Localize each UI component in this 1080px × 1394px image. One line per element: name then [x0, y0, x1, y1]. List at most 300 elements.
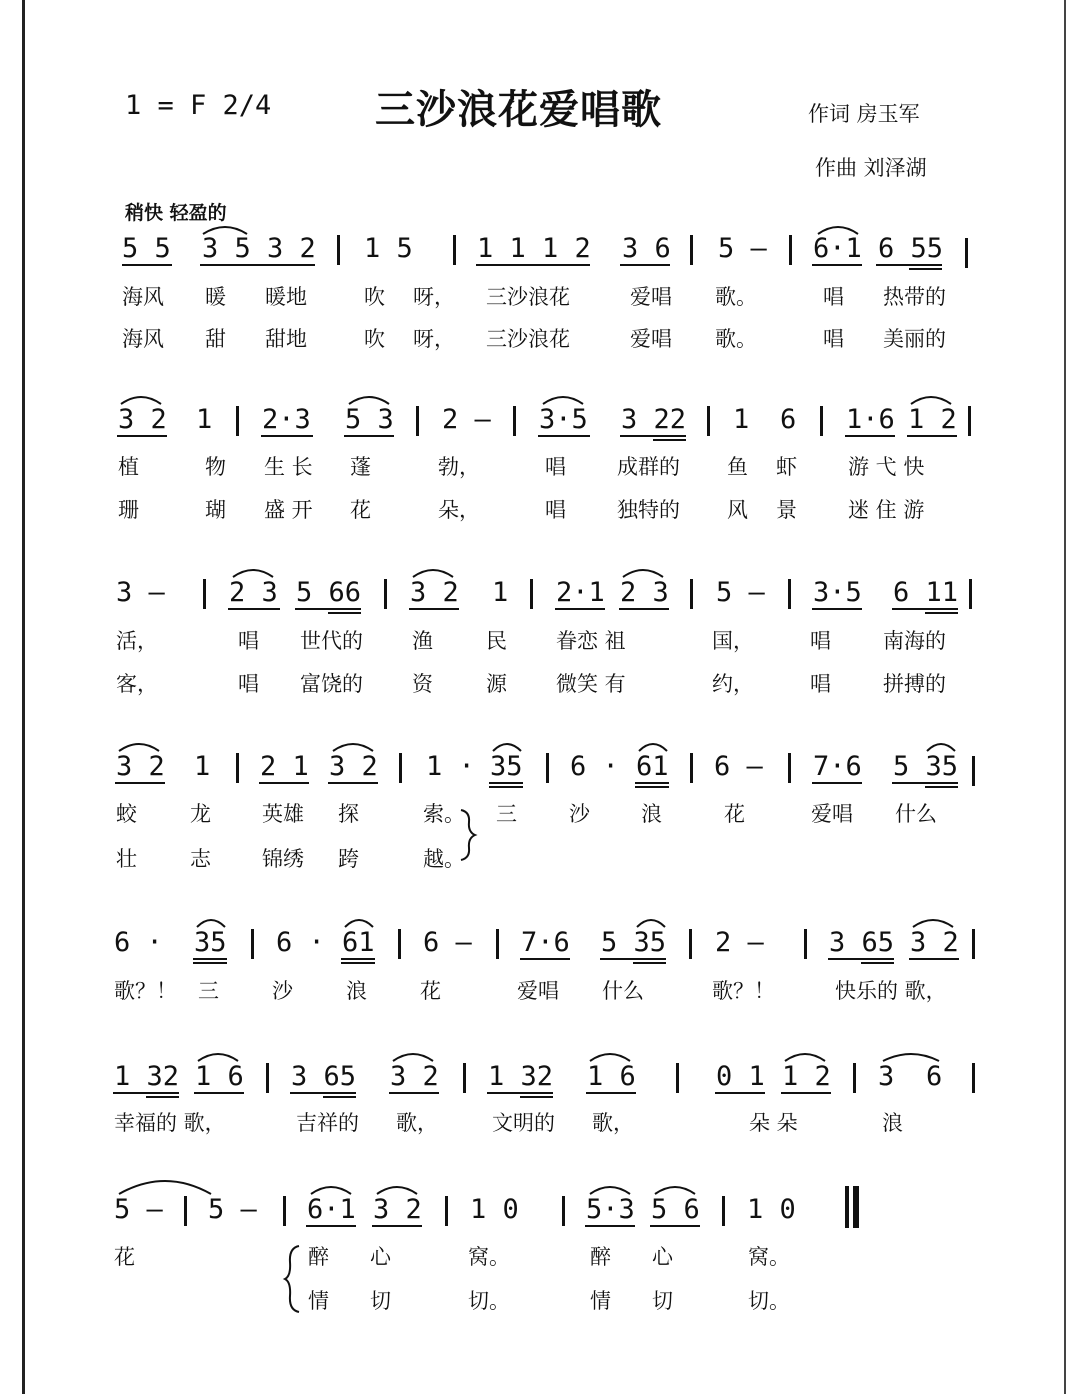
bar-line — [283, 1196, 286, 1226]
lyricist-credit: 作词 房玉军 — [808, 102, 920, 126]
lyric: 歌。 — [715, 327, 757, 351]
note-group: 6·1 — [813, 233, 862, 264]
lyric: 醉 — [590, 1245, 611, 1269]
bar-line — [399, 753, 402, 783]
lyric: 虾 — [776, 455, 797, 479]
lyric: 花 — [420, 979, 441, 1003]
tie-slur — [374, 1182, 420, 1196]
lyric: 爱唱 — [630, 327, 672, 351]
underline — [620, 435, 686, 437]
note-group: 5 – — [114, 1194, 163, 1225]
bar-line — [707, 406, 710, 436]
lyric: 歌。 — [715, 285, 757, 309]
lyric: 鱼 — [727, 455, 748, 479]
lyric: 索。 — [423, 802, 465, 826]
lyric: 歌？！ — [114, 979, 177, 1003]
note-group: 5 35 — [893, 751, 959, 782]
lyric: 物 — [205, 455, 226, 479]
lyric: 朵 朵 — [749, 1111, 798, 1135]
note-group: 7·6 — [521, 927, 570, 958]
note-group: 2 3 — [620, 577, 669, 608]
bar-line — [969, 579, 972, 609]
lyric: 微笑 有 — [556, 672, 626, 696]
underline — [892, 782, 958, 784]
lyric: 歌？！ — [712, 979, 775, 1003]
tie-slur — [540, 392, 586, 406]
lyric: 唱 — [238, 629, 259, 653]
lyric: 活， — [116, 629, 158, 653]
lyric: 跨 — [338, 847, 359, 871]
lyric: 爱唱 — [630, 285, 672, 309]
tie-slur — [116, 1174, 214, 1196]
tie-slur — [910, 915, 956, 929]
underline — [328, 612, 361, 614]
note-group: 1 — [492, 577, 509, 608]
lyric: 甜 — [205, 327, 226, 351]
lyric: 唱 — [823, 327, 844, 351]
note-group: 2 3 — [229, 577, 278, 608]
lyric: 吹 — [364, 285, 385, 309]
lyric: 独特的 — [617, 498, 680, 522]
lyric: 窝。 — [468, 1245, 510, 1269]
lyric: 眷恋 祖 — [556, 629, 626, 653]
tie-slur — [390, 1049, 436, 1063]
bar-line — [804, 929, 807, 959]
note-group: 1 — [733, 404, 750, 435]
note-group: 5 – — [716, 577, 765, 608]
note-group: 61 — [342, 927, 375, 958]
lyric: 瑚 — [205, 498, 226, 522]
page-edge-right — [1064, 0, 1066, 1394]
note-group: 1 1 1 2 — [477, 233, 591, 264]
note-group: 1 · — [426, 751, 475, 782]
underline — [306, 1225, 356, 1227]
lyric: 什么 — [895, 802, 937, 826]
lyric: 热带的 — [883, 285, 946, 309]
underline — [520, 958, 570, 960]
tie-slur — [636, 739, 670, 753]
tie-slur — [330, 739, 376, 753]
lyric: 切。 — [468, 1289, 510, 1313]
bar-line — [384, 579, 387, 609]
bar-line — [266, 1063, 269, 1093]
note-group: 1 6 — [587, 1061, 636, 1092]
lyric: 朵， — [438, 498, 480, 522]
lyric: 景 — [776, 498, 797, 522]
lyric: 窝。 — [748, 1245, 790, 1269]
underline — [389, 1092, 439, 1094]
note-group: 5 – — [208, 1194, 257, 1225]
note-group: 61 — [636, 751, 669, 782]
underline — [925, 612, 958, 614]
underline — [323, 1096, 356, 1098]
underline — [600, 958, 666, 960]
note-group: 3·5 — [813, 577, 862, 608]
tie-slur — [346, 392, 392, 406]
note-group: 3 – — [116, 577, 165, 608]
composer-credit: 作曲 刘泽湖 — [815, 156, 927, 180]
note-group: 2·1 — [556, 577, 605, 608]
note-group: 1 6 — [195, 1061, 244, 1092]
tie-slur — [230, 565, 276, 579]
lyric: 海风 — [122, 327, 164, 351]
underline — [812, 608, 862, 610]
note-group: 35 — [194, 927, 227, 958]
underline — [876, 264, 942, 266]
bar-line — [820, 406, 823, 436]
bar-line — [789, 235, 792, 265]
bar-line — [562, 1196, 565, 1226]
note-group: 3 2 — [116, 751, 165, 782]
bar-line — [972, 756, 975, 786]
bar-line — [690, 235, 693, 265]
lyric: 成群的 — [617, 455, 680, 479]
note-group: 5 66 — [296, 577, 362, 608]
note-group: 5 6 — [651, 1194, 700, 1225]
underline — [635, 782, 669, 784]
note-group: 2·3 — [262, 404, 311, 435]
lyric: 国， — [712, 629, 754, 653]
lyric: 呀， — [413, 285, 455, 309]
note-group: 5 5 — [122, 233, 171, 264]
lyric: 心 — [370, 1245, 391, 1269]
lyric: 拼搏的 — [883, 672, 946, 696]
note-group: 1 32 — [488, 1061, 554, 1092]
lyric: 志 — [190, 847, 211, 871]
tie-slur — [410, 565, 456, 579]
note-group: 1 0 — [747, 1194, 796, 1225]
note-group: 3 65 — [829, 927, 895, 958]
lyric: 吉祥的 — [296, 1111, 359, 1135]
lyric: 海风 — [122, 285, 164, 309]
underline — [261, 435, 313, 437]
page-edge-left — [22, 0, 25, 1394]
note-group: 3 2 — [118, 404, 167, 435]
note-group: 6 — [780, 404, 797, 435]
underline — [715, 1092, 765, 1094]
underline — [909, 268, 942, 270]
note-group: 3 2 — [373, 1194, 422, 1225]
note-group: 3 2 — [390, 1061, 439, 1092]
tie-slur — [880, 1049, 942, 1063]
lyric: 暖地 — [265, 285, 307, 309]
lyric: 暖 — [205, 285, 226, 309]
lyric: 花 — [724, 802, 745, 826]
lyric: 源 — [486, 672, 507, 696]
lyric: 锦绣 — [262, 847, 304, 871]
underline — [259, 782, 309, 784]
bar-line — [453, 235, 456, 265]
tie-slur — [782, 1049, 828, 1063]
bar-line — [676, 1063, 679, 1093]
note-group: 0 1 — [716, 1061, 765, 1092]
bar-line — [530, 579, 533, 609]
lyric: 探 — [338, 802, 359, 826]
note-group: 3 22 — [621, 404, 687, 435]
note-group: 6 — [926, 1061, 943, 1092]
lyric: 美丽的 — [883, 327, 946, 351]
lyric: 壮 — [116, 847, 137, 871]
bar-line — [337, 235, 340, 265]
lyric: 唱 — [823, 285, 844, 309]
bar-line — [184, 1196, 187, 1226]
note-group: 6 11 — [893, 577, 959, 608]
note-group: 3 — [878, 1061, 895, 1092]
note-group: 2 1 — [260, 751, 309, 782]
page-title: 三沙浪花爱唱歌 — [375, 87, 662, 133]
lyric: 三 — [198, 979, 219, 1003]
tie-slur — [200, 222, 250, 236]
verse-brace — [284, 1244, 302, 1314]
lyric: 客， — [116, 672, 158, 696]
bar-line — [546, 753, 549, 783]
tie-slur — [490, 739, 524, 753]
underline — [653, 439, 686, 441]
underline — [812, 782, 862, 784]
underline — [194, 1092, 244, 1094]
lyric: 歌， — [592, 1111, 634, 1135]
lyric: 爱唱 — [811, 802, 853, 826]
underline — [586, 1092, 636, 1094]
note-group: 6 · — [570, 751, 619, 782]
underline — [635, 786, 669, 788]
lyric: 龙 — [190, 802, 211, 826]
lyric: 浪 — [641, 802, 662, 826]
lyric: 浪 — [346, 979, 367, 1003]
lyric: 蛟 — [116, 802, 137, 826]
underline — [650, 1225, 700, 1227]
underline — [200, 264, 315, 266]
lyric: 切 — [652, 1289, 673, 1313]
bar-line — [972, 929, 975, 959]
lyric: 吹 — [364, 327, 385, 351]
underline — [845, 435, 895, 437]
bar-line — [251, 929, 254, 959]
note-group: 1·6 — [846, 404, 895, 435]
bar-line — [513, 406, 516, 436]
underline — [341, 958, 375, 960]
underline — [115, 782, 165, 784]
note-group: 3 2 — [410, 577, 459, 608]
lyric: 唱 — [238, 672, 259, 696]
note-group: 6 · — [114, 927, 163, 958]
bar-line — [965, 238, 968, 268]
lyric: 三沙浪花 — [486, 327, 570, 351]
note-group: 1 2 — [782, 1061, 831, 1092]
lyric: 切。 — [748, 1289, 790, 1313]
underline — [781, 1092, 831, 1094]
lyric: 唱 — [545, 498, 566, 522]
bar-line — [416, 406, 419, 436]
underline — [812, 264, 862, 266]
note-group: 1 0 — [470, 1194, 519, 1225]
lyric: 爱唱 — [517, 979, 559, 1003]
note-group: 1 5 — [364, 233, 413, 264]
bar-line — [690, 753, 693, 783]
bar-line — [722, 1196, 725, 1226]
bar-line — [788, 579, 791, 609]
tie-slur — [620, 565, 666, 579]
bar-line — [236, 753, 239, 783]
bar-line — [972, 1063, 975, 1093]
lyric: 歌， — [396, 1111, 438, 1135]
lyric: 民 — [486, 629, 507, 653]
note-group: 5 3 — [345, 404, 394, 435]
note-group: 1 2 — [908, 404, 957, 435]
lyric: 沙 — [272, 979, 293, 1003]
note-group: 6 · — [276, 927, 325, 958]
note-group: 2 – — [715, 927, 764, 958]
lyric: 花 — [350, 498, 371, 522]
bar-line — [445, 1196, 448, 1226]
tie-slur — [908, 392, 954, 406]
lyric: 沙 — [569, 802, 590, 826]
underline — [409, 608, 459, 610]
lyric: 迷 住 游 — [848, 498, 925, 522]
verse-join-brace — [458, 808, 478, 862]
underline — [633, 962, 666, 964]
lyric: 蓬 — [350, 455, 371, 479]
underline — [328, 782, 378, 784]
underline — [555, 608, 605, 610]
note-group: 3 5 3 2 — [202, 233, 316, 264]
note-group: 6 – — [714, 751, 763, 782]
underline — [193, 962, 227, 964]
tie-slur — [587, 1049, 633, 1063]
lyric: 心 — [652, 1245, 673, 1269]
note-group: 6·1 — [307, 1194, 356, 1225]
lyric: 生 长 — [264, 455, 313, 479]
lyric: 什么 — [602, 979, 644, 1003]
lyric: 文明的 — [492, 1111, 555, 1135]
tie-slur — [652, 1182, 698, 1196]
underline — [925, 786, 958, 788]
underline — [372, 1225, 422, 1227]
bar-line — [788, 753, 791, 783]
lyric: 世代的 — [300, 629, 363, 653]
note-group: 3 2 — [329, 751, 378, 782]
tie-slur — [587, 1182, 633, 1196]
lyric: 英雄 — [262, 802, 304, 826]
lyric: 唱 — [545, 455, 566, 479]
underline — [489, 786, 523, 788]
lyric: 唱 — [810, 672, 831, 696]
tempo-marking: 稍快 轻盈的 — [125, 202, 227, 224]
underline — [620, 264, 670, 266]
tie-slur — [924, 739, 958, 753]
underline — [344, 435, 394, 437]
lyric: 甜地 — [265, 327, 307, 351]
underline — [193, 958, 227, 960]
bar-line — [853, 1063, 856, 1093]
lyric: 勃， — [438, 455, 480, 479]
lyric: 唱 — [810, 629, 831, 653]
note-group: 3 65 — [291, 1061, 357, 1092]
bar-line — [968, 406, 971, 436]
lyric: 三沙浪花 — [486, 285, 570, 309]
tie-slur — [815, 222, 861, 236]
lyric: 珊 — [118, 498, 139, 522]
note-group: 6 – — [423, 927, 472, 958]
bar-line — [689, 929, 692, 959]
bar-line — [463, 1063, 466, 1093]
tie-slur — [195, 1049, 241, 1063]
lyric: 醉 — [308, 1245, 329, 1269]
lyric: 风 — [727, 498, 748, 522]
bar-line — [496, 929, 499, 959]
underline — [585, 1225, 635, 1227]
key-signature: 1 = F 2/4 — [125, 90, 272, 121]
note-group: 5 35 — [601, 927, 667, 958]
lyric: 盛 开 — [264, 498, 313, 522]
lyric: 富饶的 — [300, 672, 363, 696]
lyric: 切 — [370, 1289, 391, 1313]
lyric: 越。 — [423, 847, 465, 871]
tie-slur — [308, 1182, 354, 1196]
bar-line — [690, 579, 693, 609]
lyric: 情 — [590, 1289, 611, 1313]
note-group: 5·3 — [586, 1194, 635, 1225]
final-barline — [853, 1186, 859, 1228]
note-group: 1 — [194, 751, 211, 782]
underline — [520, 1096, 553, 1098]
lyric: 浪 — [882, 1111, 903, 1135]
underline — [113, 1092, 179, 1094]
underline — [341, 962, 375, 964]
underline — [828, 958, 894, 960]
underline — [892, 608, 958, 610]
note-group: 3 6 — [622, 233, 671, 264]
lyric: 资 — [412, 672, 433, 696]
underline — [295, 608, 361, 610]
note-group: 35 — [490, 751, 523, 782]
tie-slur — [116, 739, 162, 753]
lyric: 情 — [308, 1289, 329, 1313]
underline — [290, 1092, 356, 1094]
underline — [476, 264, 590, 266]
underline — [146, 1096, 179, 1098]
lyric: 三 — [496, 802, 517, 826]
underline — [909, 958, 959, 960]
note-group: 1 32 — [114, 1061, 180, 1092]
underline — [861, 962, 894, 964]
underline — [122, 264, 172, 266]
tie-slur — [118, 392, 164, 406]
bar-line — [236, 406, 239, 436]
underline — [538, 435, 590, 437]
underline — [487, 1092, 553, 1094]
underline — [489, 782, 523, 784]
lyric: 花 — [114, 1245, 135, 1269]
lyric: 幸福的 歌， — [114, 1111, 226, 1135]
tie-slur — [634, 915, 668, 929]
note-group: 2 – — [442, 404, 491, 435]
lyric: 呀， — [413, 327, 455, 351]
lyric: 南海的 — [883, 629, 946, 653]
tie-slur — [342, 915, 376, 929]
underline — [117, 435, 167, 437]
lyric: 快乐的 歌， — [835, 979, 947, 1003]
note-group: 6 55 — [878, 233, 944, 264]
bar-line — [398, 929, 401, 959]
bar-line — [203, 579, 206, 609]
lyric: 渔 — [412, 629, 433, 653]
lyric: 游 弋 快 — [848, 455, 925, 479]
underline — [907, 435, 957, 437]
note-group: 5 – — [718, 233, 767, 264]
underline — [228, 608, 280, 610]
note-group: 1 — [196, 404, 213, 435]
